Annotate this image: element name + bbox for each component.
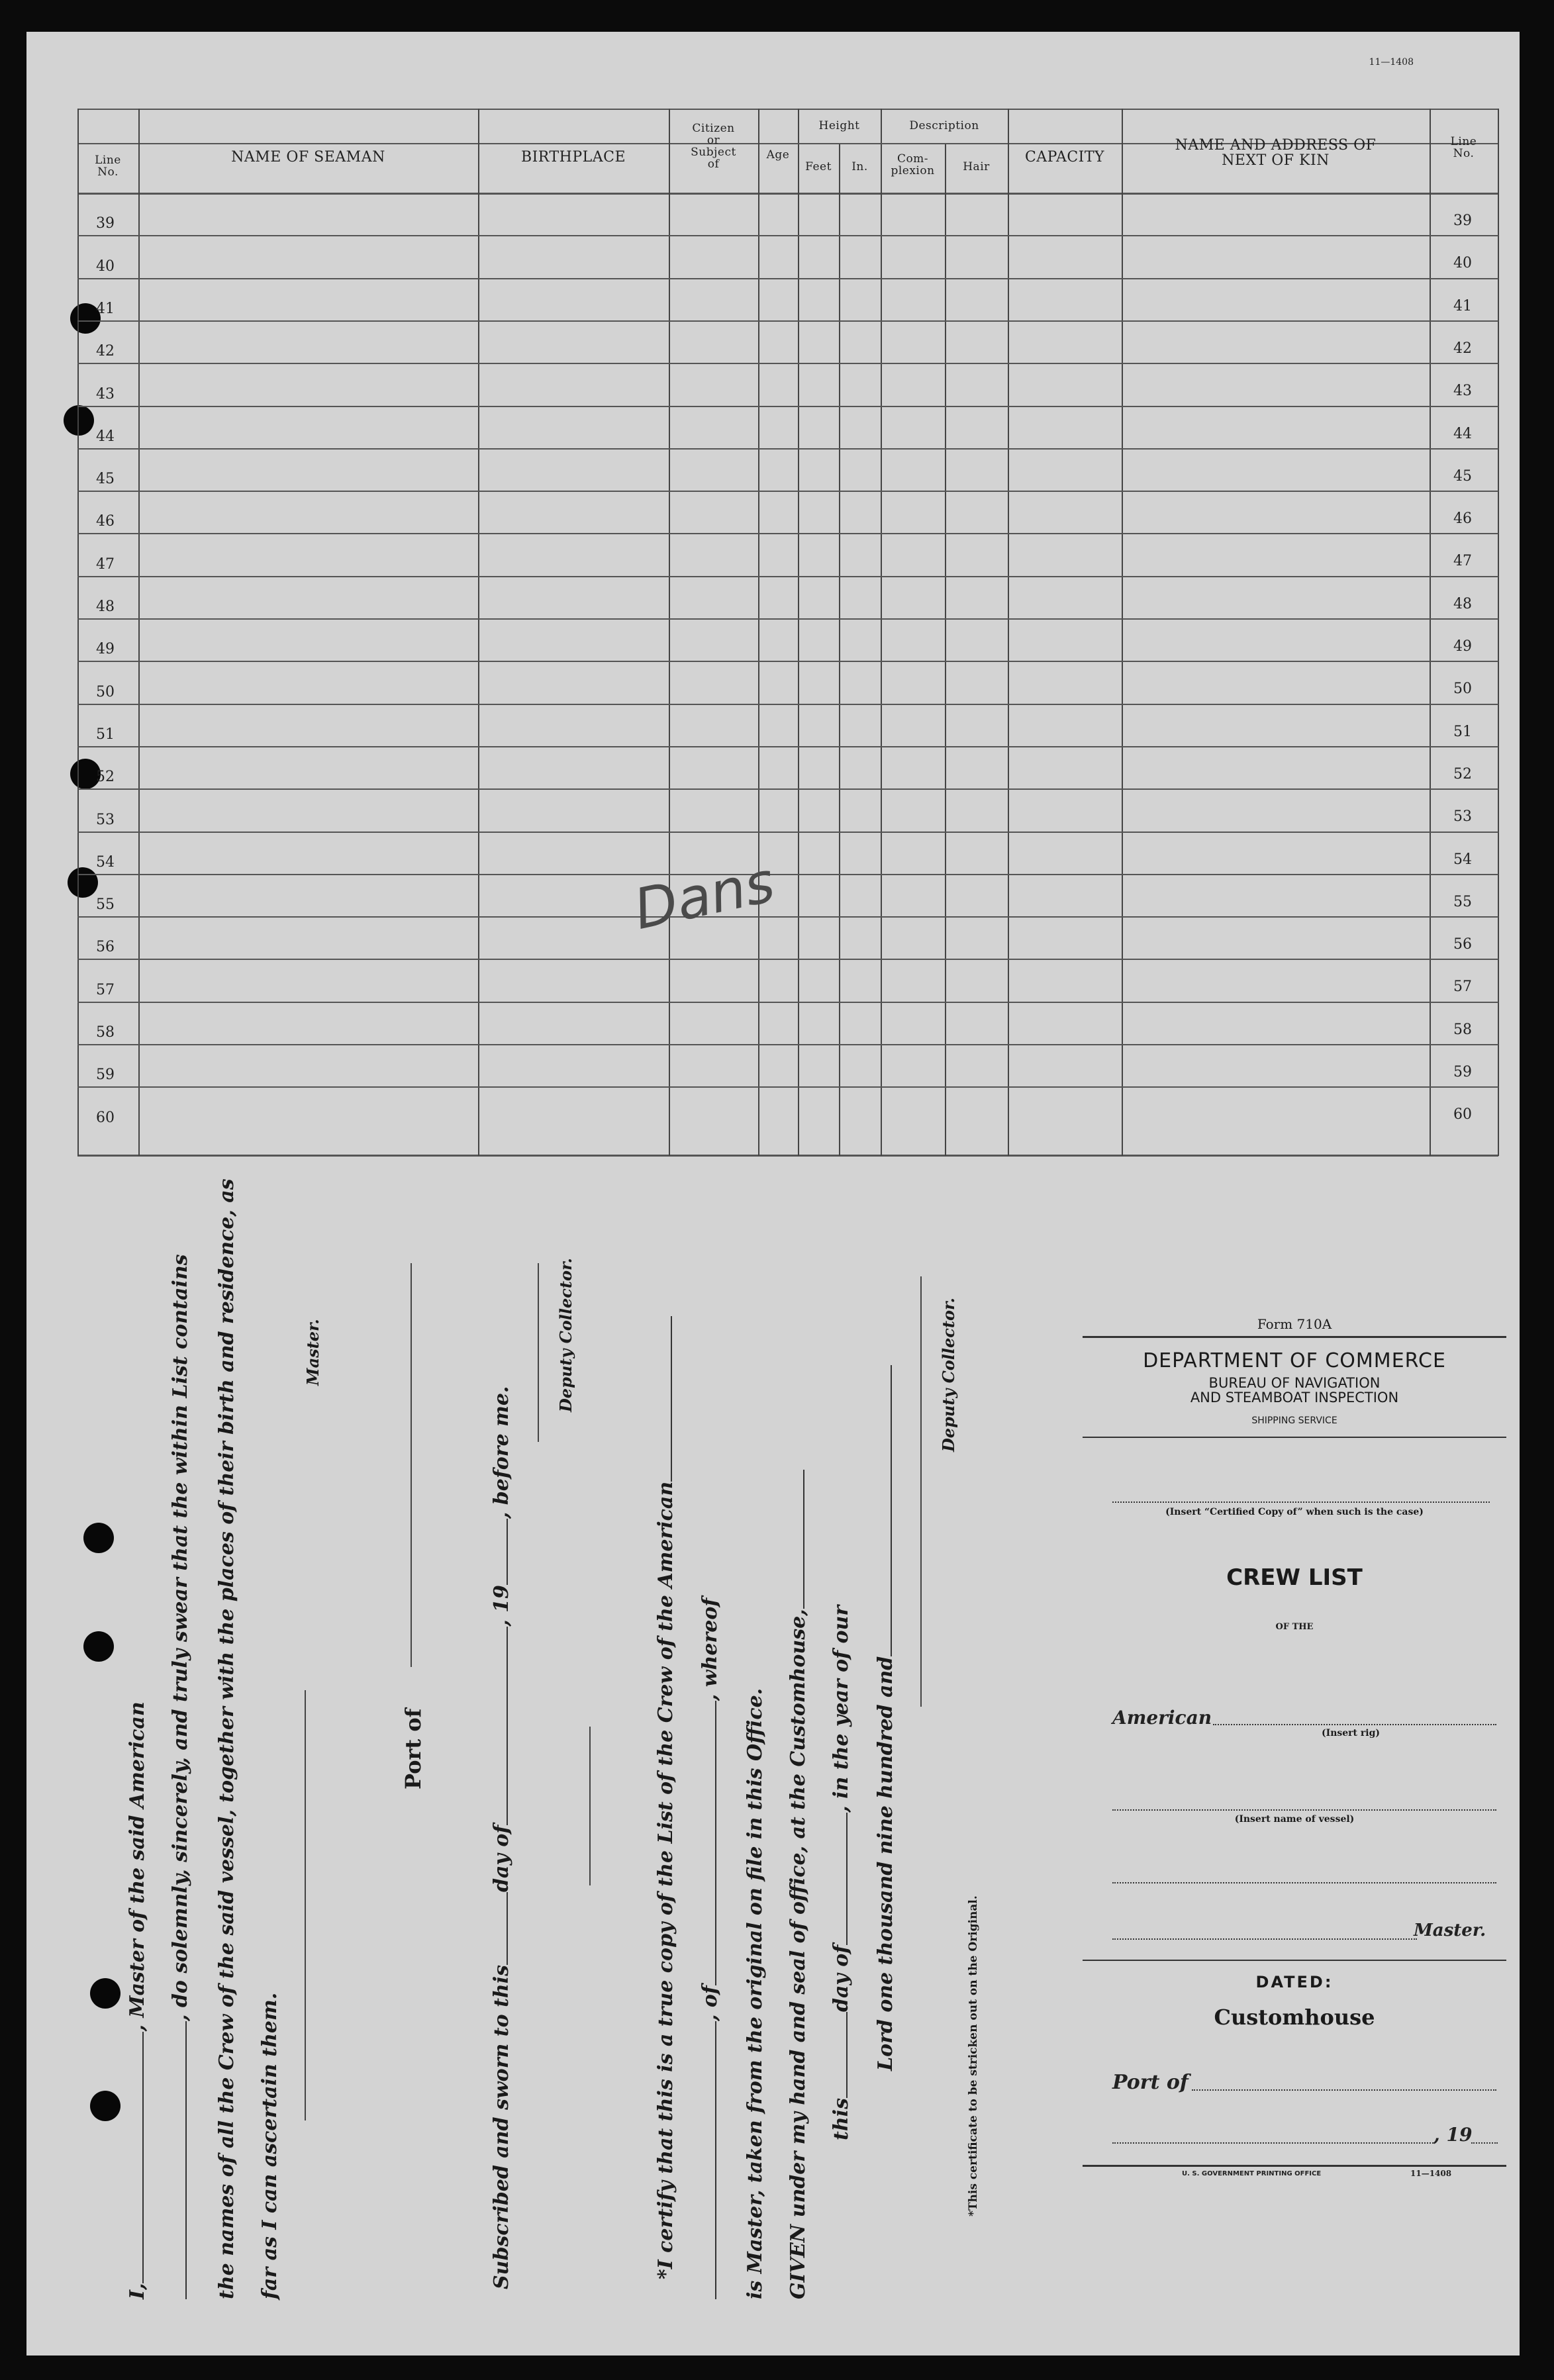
line-number-left: 53 [96,812,115,828]
header-description: Description [909,119,979,132]
subscribed-line: Subscribed and sworn to thisday of, 19, before me. [490,1386,513,2289]
insert-rig-note: (Insert rig) [1322,1728,1380,1738]
line-number-right: 59 [1453,1064,1472,1080]
binder-hole [90,2091,121,2121]
lord-line: Lord one thousand nine hundred and [874,1365,897,2071]
of-the-label: OF THE [1275,1622,1314,1632]
line-number-right: 40 [1453,255,1472,271]
row-divider [77,576,1498,577]
certify-line2: is Master, taken from the original on file in this Office. [744,1688,767,2299]
header-birthplace: BIRTHPLACE [520,149,626,166]
line-number-right: 43 [1453,383,1472,399]
line-number-left: 55 [96,896,115,913]
this-day-line: thisday of, in the year of our [830,1605,853,2140]
row-divider [77,874,1498,875]
form-code-top: 11—1408 [1369,57,1414,68]
line-number-right: 48 [1453,596,1472,612]
line-number-left: 43 [96,386,115,403]
row-divider [77,491,1498,492]
line-number-left: 54 [96,854,115,871]
row-divider [77,320,1498,322]
row-divider [77,448,1498,450]
crew-table [77,109,1498,1156]
insert-vessel-note: (Insert name of vessel) [1234,1814,1355,1825]
oath-line4: far as I can ascertain them. [258,1992,281,2299]
line-number-left: 44 [96,428,115,445]
customhouse-label: Customhouse [1214,2005,1375,2030]
row-divider [77,363,1498,364]
cover-master-label: Master. [1414,1921,1486,1940]
line-number-right: 51 [1453,724,1472,740]
line-number-right: 57 [1453,978,1472,995]
line-number-left: 41 [96,301,115,317]
line-number-right: 49 [1453,638,1472,655]
printer-label: U. S. GOVERNMENT PRINTING OFFICE [1182,2170,1322,2177]
header-capacity: CAPACITY [1024,149,1105,166]
line-number-right: 42 [1453,340,1472,357]
line-number-left: 60 [96,1110,115,1126]
line-number-left: 59 [96,1067,115,1083]
binder-hole [83,1631,114,1662]
line-number-right: 58 [1453,1022,1472,1038]
line-number-left: 45 [96,471,115,487]
handwritten-annotation: Dans [628,849,781,943]
cover-port-of-label: Port of [1112,2071,1189,2094]
deputy-collector-1: Deputy Collector. [556,1258,575,1412]
header-height: Height [818,119,860,132]
line-number-right: 54 [1453,851,1472,868]
binder-hole [83,1523,114,1553]
given-line: GIVEN under my hand and seal of office, at the Customhouse, [787,1470,810,2299]
service-label: SHIPPING SERVICE [1251,1415,1337,1426]
row-divider [77,832,1498,833]
certify-line1: *I certify that this is a true copy of the List of the Crew of the American [654,1316,677,2279]
line-number-right: 60 [1453,1106,1472,1123]
row-divider [77,278,1498,279]
header-complexion: Com- plexion [891,152,935,177]
document-page [26,32,1520,2356]
header-line-no-left: Line No. [95,154,121,179]
footnote: *This certificate to be stricken out on the Original. [967,1895,980,2216]
line-number-left: 40 [96,258,115,275]
oath-line3: the names of all the Crew of the said vessel, together with the places of their birth and residence, as [215,1178,238,2299]
header-age: Age [766,148,790,162]
line-number-right: 47 [1453,553,1472,569]
row-divider [77,1002,1498,1003]
line-number-left: 46 [96,513,115,530]
line-number-left: 58 [96,1024,115,1041]
line-number-left: 48 [96,598,115,615]
row-divider [77,788,1498,790]
line-number-right: 55 [1453,894,1472,910]
row-divider [77,618,1498,620]
line-number-left: 47 [96,556,115,573]
row-divider [77,533,1498,534]
cover-year-label: , 19 [1433,2124,1473,2146]
crew-list-title: CREW LIST [1226,1564,1363,1591]
row-divider [77,661,1498,662]
deputy-collector-2: Deputy Collector. [939,1298,958,1452]
row-divider [77,916,1498,918]
header-inches: In. [851,160,868,173]
oath-line2: , do solemnly, sincerely, and truly swear that the within List contains [169,1254,192,2299]
line-number-right: 53 [1453,808,1472,825]
bureau-title: BUREAU OF NAVIGATION AND STEAMBOAT INSPECTION [1190,1375,1399,1406]
line-number-left: 57 [96,982,115,998]
row-divider [77,235,1498,236]
line-number-left: 52 [96,769,115,785]
line-number-right: 39 [1453,213,1472,229]
row-divider [77,746,1498,747]
line-number-left: 39 [96,215,115,232]
insert-certified-note: (Insert “Certified Copy of” when such is the case) [1165,1507,1424,1517]
line-number-left: 42 [96,343,115,359]
line-number-right: 44 [1453,426,1472,442]
line-number-right: 41 [1453,298,1472,314]
american-label: American [1112,1707,1212,1729]
binder-hole [90,1978,121,2009]
port-of-label: Port of [401,1708,426,1789]
header-hair: Hair [963,160,990,173]
line-number-left: 49 [96,641,115,657]
row-divider [77,959,1498,960]
header-next-of-kin: NAME AND ADDRESS OF NEXT OF KIN [1175,137,1377,169]
row-divider [77,1044,1498,1045]
line-number-right: 45 [1453,468,1472,485]
row-divider [77,406,1498,407]
line-number-right: 50 [1453,681,1472,697]
header-feet: Feet [805,160,832,173]
oath-master-label: Master. [303,1319,322,1386]
oath-line1: I,, Master of the said American [126,1701,149,2299]
row-divider [77,1086,1498,1088]
line-number-left: 51 [96,726,115,743]
header-citizen: Citizen or Subject of [691,122,736,171]
line-number-right: 52 [1453,766,1472,783]
dated-label: DATED: [1255,1973,1334,1991]
header-line-no-right: Line No. [1450,135,1477,160]
line-number-left: 56 [96,939,115,955]
row-divider [77,704,1498,705]
header-name-of-seaman: NAME OF SEAMAN [231,149,385,166]
form-code-bottom: 11—1408 [1410,2169,1452,2178]
line-number-right: 56 [1453,936,1472,953]
certify-of-line: , of, whereof [699,1598,722,2299]
line-number-left: 50 [96,684,115,700]
line-number-right: 46 [1453,510,1472,527]
form-number: Form 710A [1257,1316,1332,1332]
department-title: DEPARTMENT OF COMMERCE [1143,1349,1446,1372]
